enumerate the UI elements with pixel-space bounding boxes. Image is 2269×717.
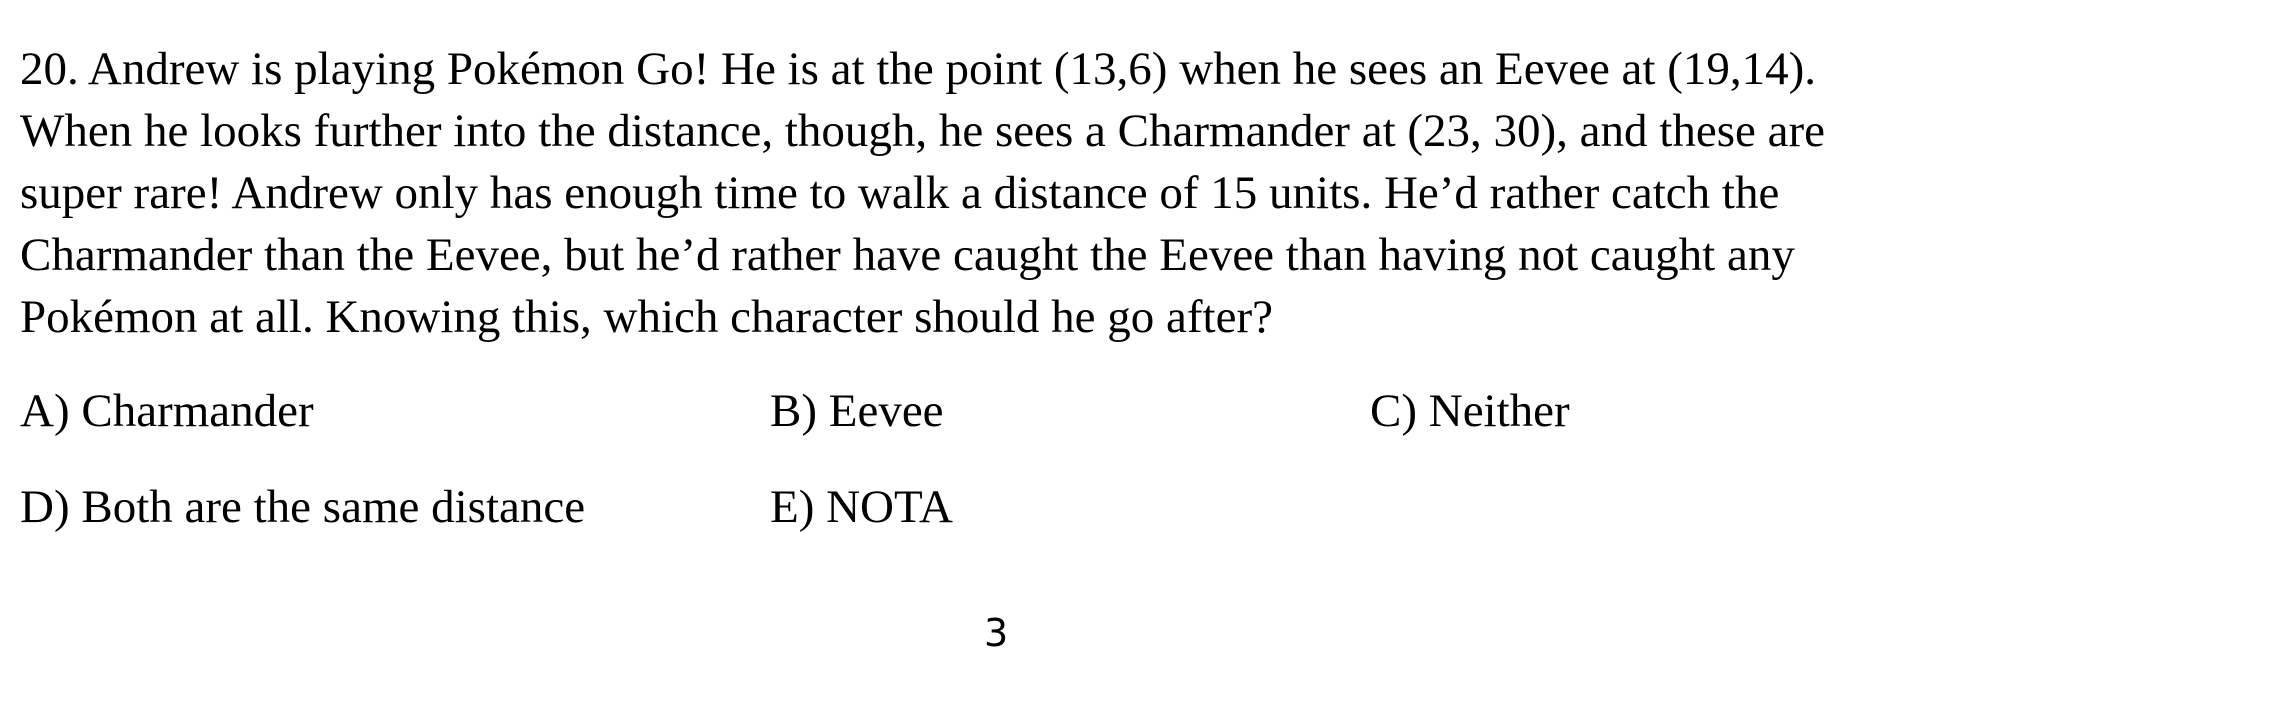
answer-choice-a: A) Charmander — [20, 385, 314, 437]
question-line: Pokémon at all. Knowing this, which character should he go after? — [20, 291, 1273, 343]
question-line: When he looks further into the distance, though, he sees a Charmander at (23, 30), and these are — [20, 105, 1825, 157]
answer-choice-b: B) Eevee — [770, 385, 944, 437]
question-20-text — [20, 38, 2020, 348]
page-number: 3 — [984, 611, 1009, 655]
question-line: 20. Andrew is playing Pokémon Go! He is at the point (13,6) when he sees an Eevee at (19,14). — [20, 43, 1817, 95]
answer-choice-d: D) Both are the same distance — [20, 481, 586, 533]
answer-choice-e: E) NOTA — [770, 481, 953, 533]
answer-choice-c: C) Neither — [1370, 385, 1570, 437]
question-line: super rare! Andrew only has enough time to walk a distance of 15 units. He’d rather catch the — [20, 167, 1780, 219]
question-line: Charmander than the Eevee, but he’d rather have caught the Eevee than having not caught any — [20, 229, 1795, 281]
